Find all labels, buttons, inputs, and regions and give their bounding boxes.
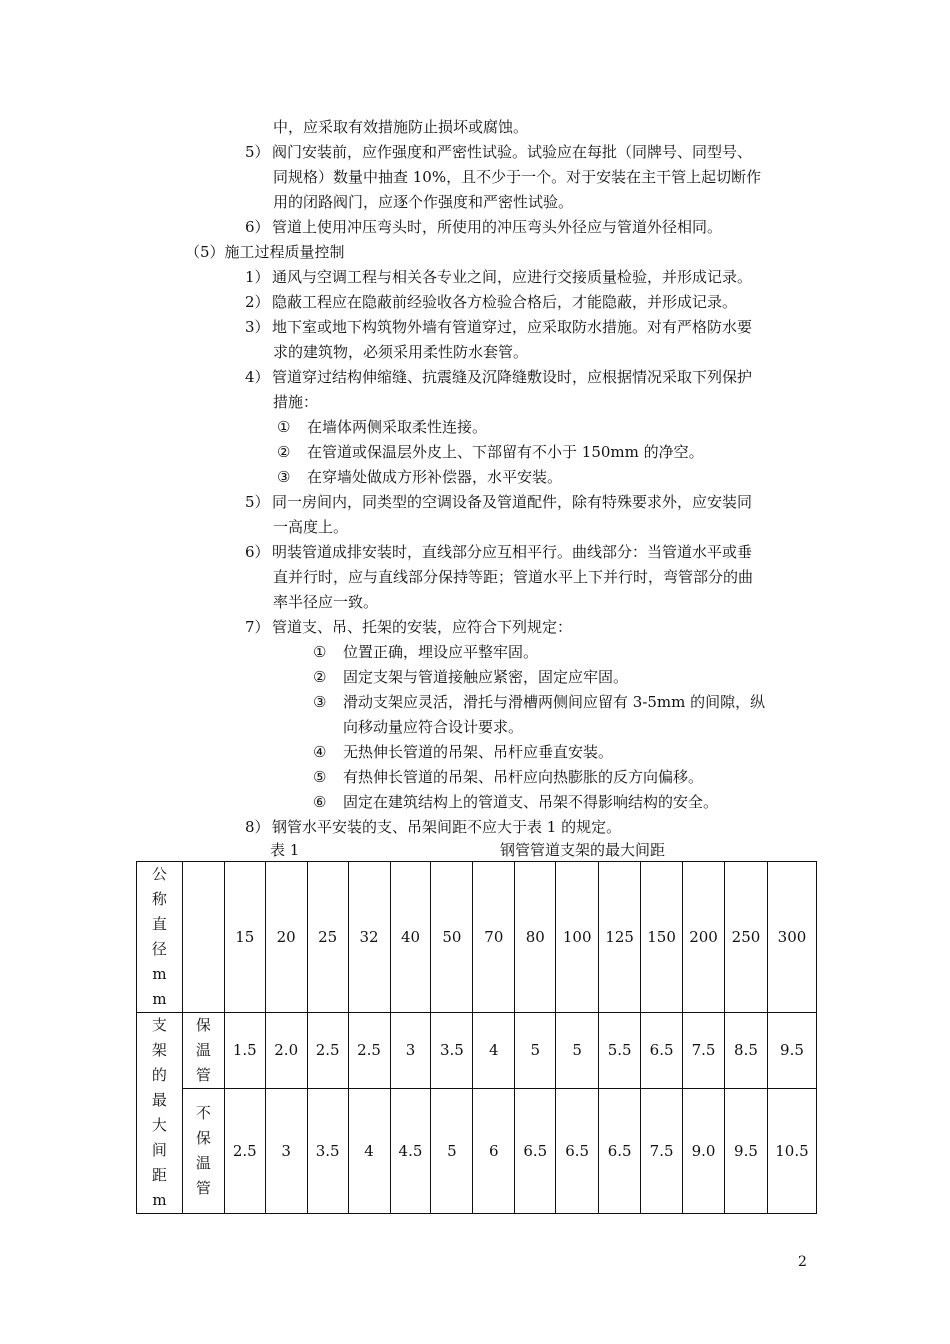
text-line: 一高度上。 xyxy=(273,518,349,536)
sub-item-marker: ② xyxy=(313,668,327,686)
value-cell: 6.5 xyxy=(556,1089,599,1214)
diameter-cell: 25 xyxy=(307,862,348,1013)
span-header: 支架的最大间距m xyxy=(151,1016,167,1209)
list-item xyxy=(245,615,572,640)
list-item xyxy=(245,215,722,240)
sub-item-text: 固定支架与管道接触应紧密，固定应牢固。 xyxy=(343,668,629,686)
sub-item-text: 在管道或保温层外皮上、下部留有不小于 150mm 的净空。 xyxy=(307,443,704,461)
list-item xyxy=(245,315,752,340)
value-cell: 3 xyxy=(390,1013,431,1089)
table-row-uninsulated xyxy=(137,1089,817,1214)
item-text: 管道上使用冲压弯头时，所使用的冲压弯头外径应与管道外径相同。 xyxy=(272,218,723,236)
table-title: 钢管管道支架的最大间距 xyxy=(500,841,666,859)
sub-item-marker: ⑥ xyxy=(313,793,327,811)
item-text: 通风与空调工程与相关各专业之间，应进行交接质量检验，并形成记录。 xyxy=(272,268,753,286)
sub-item xyxy=(313,665,628,690)
list-item xyxy=(245,265,752,290)
diameter-cell: 125 xyxy=(599,862,641,1013)
text-line: 同规格）数量中抽查 10%，且不少于一个。对于安装在主干管上起切断作 xyxy=(273,168,762,186)
sub-item-marker: ③ xyxy=(313,693,327,711)
value-cell: 6.5 xyxy=(515,1089,556,1214)
sub-item-marker: ① xyxy=(277,418,291,436)
value-cell: 4 xyxy=(473,1013,515,1089)
item-text: 管道支、吊、托架的安装，应符合下列规定： xyxy=(272,618,573,636)
sub-item xyxy=(313,790,718,815)
sub-item xyxy=(277,465,562,490)
section-heading: （5）施工过程质量控制 xyxy=(185,243,345,261)
uninsulated-label: 不保温管 xyxy=(195,1104,211,1198)
item-text: 阀门安装前，应作强度和严密性试验。试验应在每批（同牌号、同型号、 xyxy=(272,143,753,161)
value-cell: 5 xyxy=(556,1013,599,1089)
diameter-cell: 70 xyxy=(473,862,515,1013)
value-cell: 6 xyxy=(473,1089,515,1214)
sub-item-text: 在穿墙处做成方形补偿器，水平安装。 xyxy=(307,468,563,486)
item-text: 明装管道成排安装时，直线部分应互相平行。曲线部分：当管道水平或垂 xyxy=(272,543,753,561)
table-row-diameter xyxy=(137,862,817,1013)
value-cell: 6.5 xyxy=(599,1089,641,1214)
diameter-cell: 40 xyxy=(390,862,431,1013)
support-spacing-table xyxy=(136,861,817,1214)
sub-item xyxy=(313,690,765,715)
diameter-cell: 300 xyxy=(767,862,816,1013)
value-cell: 2.0 xyxy=(265,1013,307,1089)
dn-header: 公称直径mm xyxy=(151,865,167,1008)
text-line: 直并行时，应与直线部分保持等距；管道水平上下并行时，弯管部分的曲 xyxy=(273,568,754,586)
sub-item-text: 滑动支架应灵活，滑托与滑槽两侧间应留有 3-5mm 的间隙，纵 xyxy=(343,693,766,711)
item-number: 6） xyxy=(245,218,270,236)
list-item xyxy=(245,290,737,315)
item-number: 5） xyxy=(245,143,270,161)
dn-header-cell xyxy=(137,862,183,1013)
sub-item-text: 无热伸长管道的吊架、吊杆应垂直安装。 xyxy=(343,743,614,761)
sub-item-text: 有热伸长管道的吊架、吊杆应向热膨胀的反方向偏移。 xyxy=(343,768,704,786)
value-cell: 10.5 xyxy=(767,1089,816,1214)
text-line: 向移动量应符合设计要求。 xyxy=(343,718,524,736)
value-cell: 9.5 xyxy=(725,1089,768,1214)
sub-item xyxy=(313,740,613,765)
insulated-label: 保温管 xyxy=(195,1016,211,1085)
list-item xyxy=(245,140,752,165)
list-item xyxy=(245,540,752,565)
table-row-insulated xyxy=(137,1013,817,1089)
value-cell: 2.5 xyxy=(307,1013,348,1089)
value-cell: 4 xyxy=(348,1089,390,1214)
list-item xyxy=(245,815,621,840)
sub-item xyxy=(277,415,487,440)
value-cell: 9.5 xyxy=(767,1013,816,1089)
value-cell: 7.5 xyxy=(641,1089,683,1214)
sub-item-marker: ② xyxy=(277,443,291,461)
diameter-cell: 150 xyxy=(641,862,683,1013)
item-number: 7） xyxy=(245,618,270,636)
sub-item-marker: ④ xyxy=(313,743,327,761)
value-cell: 1.5 xyxy=(224,1013,265,1089)
item-number: 5） xyxy=(245,493,270,511)
value-cell: 2.5 xyxy=(224,1089,265,1214)
sub-item-text: 位置正确，埋设应平整牢固。 xyxy=(343,643,539,661)
sub-item xyxy=(277,440,704,465)
value-cell: 2.5 xyxy=(348,1013,390,1089)
value-cell: 5 xyxy=(515,1013,556,1089)
text-line: 率半径应一致。 xyxy=(273,593,379,611)
diameter-cell: 80 xyxy=(515,862,556,1013)
diameter-cell: 100 xyxy=(556,862,599,1013)
diameter-cell: 200 xyxy=(683,862,725,1013)
page-number: 2 xyxy=(798,1254,807,1270)
span-header-cell xyxy=(137,1013,183,1214)
value-cell: 9.0 xyxy=(683,1089,725,1214)
item-number: 6） xyxy=(245,543,270,561)
insulated-label-cell xyxy=(182,1013,224,1089)
item-text: 管道穿过结构伸缩缝、抗震缝及沉降缝敷设时，应根据情况采取下列保护 xyxy=(272,368,753,386)
value-cell: 8.5 xyxy=(725,1013,768,1089)
item-number: 4） xyxy=(245,368,270,386)
sub-item-text: 在墙体两侧采取柔性连接。 xyxy=(307,418,488,436)
sub-item xyxy=(313,765,703,790)
uninsulated-label-cell xyxy=(182,1089,224,1214)
list-item xyxy=(245,490,752,515)
item-text: 地下室或地下构筑物外墙有管道穿过，应采取防水措施。对有严格防水要 xyxy=(272,318,753,336)
text-line: 中，应采取有效措施防止损坏或腐蚀。 xyxy=(273,118,529,136)
diameter-cell: 32 xyxy=(348,862,390,1013)
value-cell: 3.5 xyxy=(307,1089,348,1214)
value-cell: 5.5 xyxy=(599,1013,641,1089)
diameter-cell: 50 xyxy=(431,862,473,1013)
text-line: 措施： xyxy=(273,393,319,411)
diameter-cell: 20 xyxy=(265,862,307,1013)
diameter-cell: 15 xyxy=(224,862,265,1013)
item-text: 隐蔽工程应在隐蔽前经验收各方检验合格后，才能隐蔽，并形成记录。 xyxy=(272,293,738,311)
value-cell: 6.5 xyxy=(641,1013,683,1089)
item-number: 1） xyxy=(245,268,270,286)
sub-item-marker: ① xyxy=(313,643,327,661)
text-line: 用的闭路阀门，应逐个作强度和严密性试验。 xyxy=(273,193,574,211)
value-cell: 7.5 xyxy=(683,1013,725,1089)
sub-item-marker: ③ xyxy=(277,468,291,486)
sub-item-text: 固定在建筑结构上的管道支、吊架不得影响结构的安全。 xyxy=(343,793,719,811)
table-label: 表 1 xyxy=(270,841,300,859)
item-text: 同一房间内，同类型的空调设备及管道配件，除有特殊要求外，应安装同 xyxy=(272,493,753,511)
item-number: 2） xyxy=(245,293,270,311)
sub-item-marker: ⑤ xyxy=(313,768,327,786)
sub-item xyxy=(313,640,538,665)
item-text: 钢管水平安装的支、吊架间距不应大于表 1 的规定。 xyxy=(272,818,622,836)
value-cell: 5 xyxy=(431,1089,473,1214)
diameter-cell: 250 xyxy=(725,862,768,1013)
text-line: 求的建筑物，必须采用柔性防水套管。 xyxy=(273,343,529,361)
value-cell: 3 xyxy=(265,1089,307,1214)
value-cell: 3.5 xyxy=(431,1013,473,1089)
value-cell: 4.5 xyxy=(390,1089,431,1214)
item-number: 3） xyxy=(245,318,270,336)
list-item xyxy=(245,365,752,390)
item-number: 8） xyxy=(245,818,270,836)
empty-cell xyxy=(182,862,224,1013)
